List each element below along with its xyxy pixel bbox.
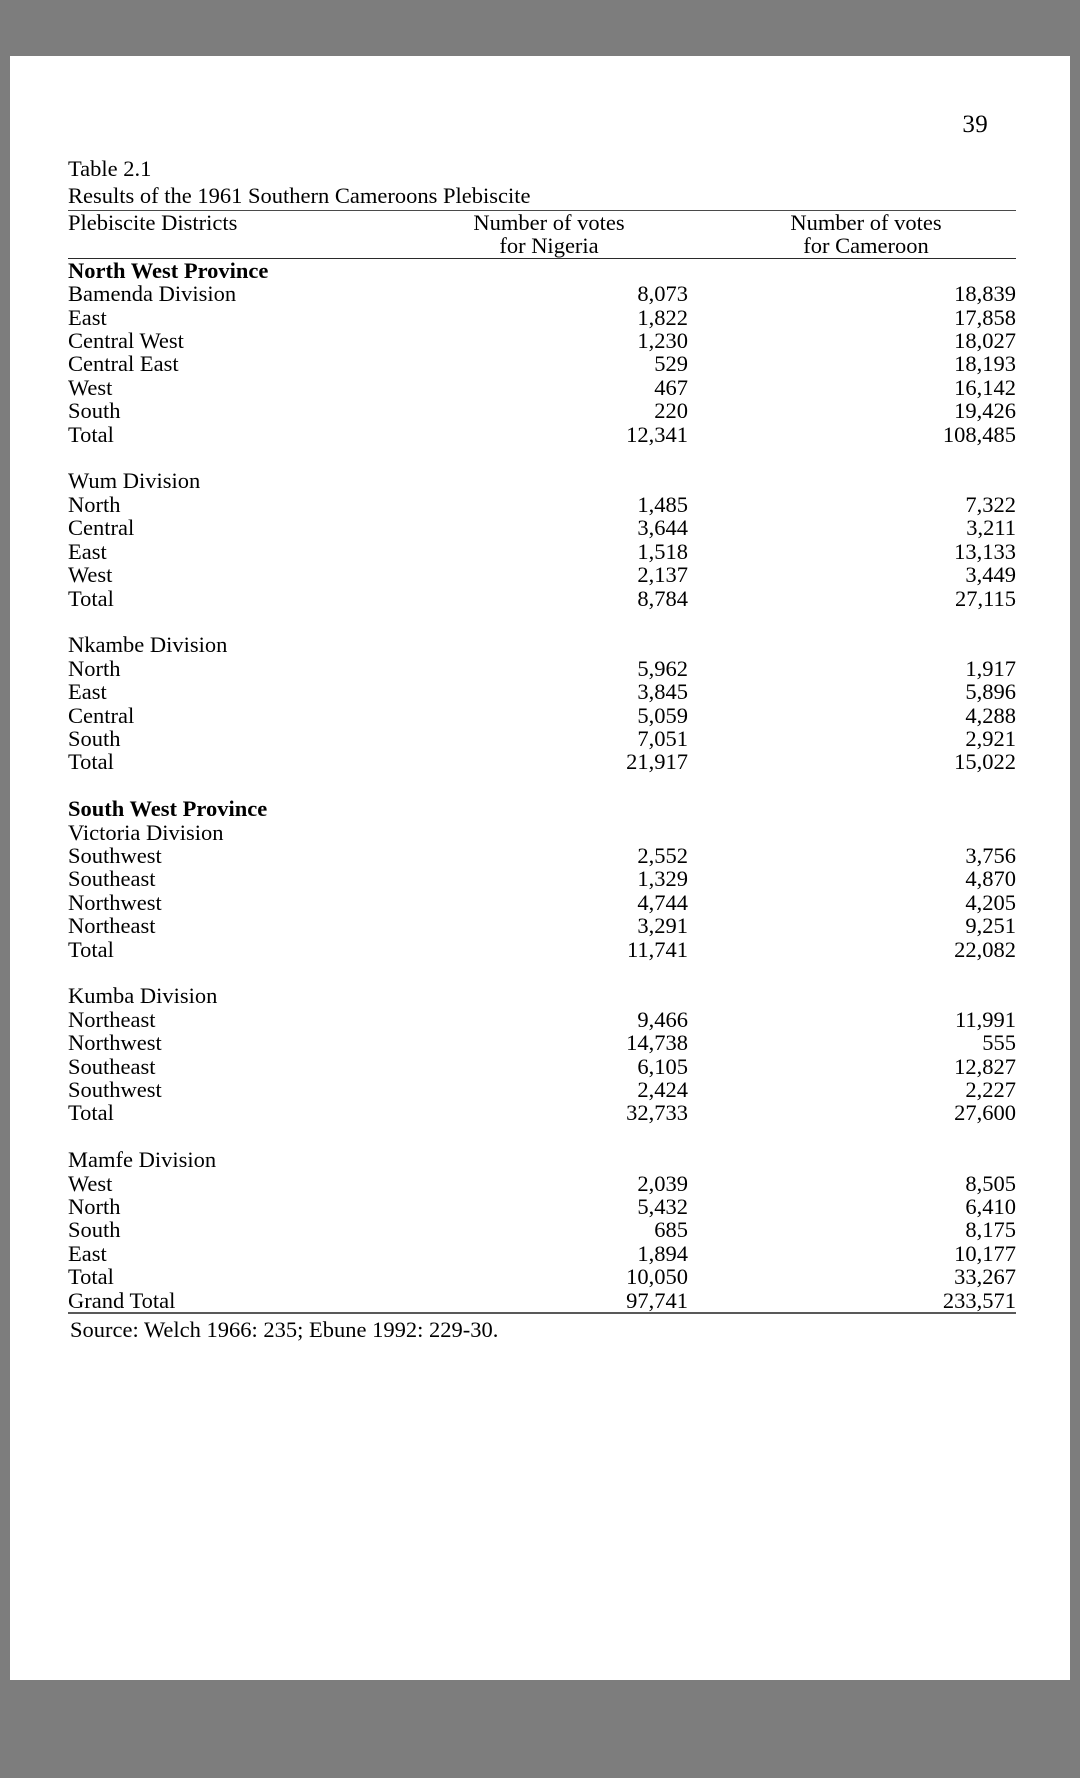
row-votes-nigeria: 11,741 [626,936,688,962]
row-votes-nigeria: 6,105 [637,1053,688,1079]
row-label: Mamfe Division [68,1147,217,1173]
table-row [68,1265,1016,1288]
row-votes-cameroon: 4,288 [965,702,1016,728]
table-spacer-row [68,961,1016,984]
row-label: Southwest [68,1077,162,1103]
row-votes-nigeria [398,797,688,820]
table-row [68,680,1016,703]
table-row [68,282,1016,305]
row-votes-cameroon: 12,827 [954,1053,1016,1079]
row-votes-nigeria: 2,424 [637,1077,688,1103]
row-votes-nigeria: 2,552 [637,842,688,868]
row-votes-nigeria: 529 [654,351,688,377]
row-votes-nigeria: 1,230 [637,328,688,354]
table-spacer-row [68,774,1016,797]
table-row [68,259,1016,282]
table-body [68,259,1016,1312]
row-votes-cameroon: 108,485 [942,421,1016,447]
row-votes-nigeria: 1,822 [637,304,688,330]
table-row [68,938,1016,961]
table-spacer-cell [68,961,1016,984]
table-block [68,156,1018,1343]
row-votes-cameroon: 3,449 [965,562,1016,588]
row-label: South [68,1217,121,1243]
row-label: East [68,679,107,705]
row-votes-cameroon: 13,133 [954,538,1016,564]
row-votes-nigeria: 220 [654,398,688,424]
row-votes-cameroon: 8,175 [965,1217,1016,1243]
row-label: South [68,725,121,751]
row-votes-nigeria: 685 [654,1217,688,1243]
row-label: North [68,655,121,681]
row-votes-cameroon: 3,756 [965,842,1016,868]
table-row [68,352,1016,375]
table-row [68,1195,1016,1218]
row-votes-cameroon [688,797,1016,820]
row-label: Northeast [68,913,156,939]
header-districts-line2 [68,234,398,257]
row-label: Central [68,702,135,728]
row-votes-nigeria: 5,962 [637,655,688,681]
row-votes-cameroon: 15,022 [954,749,1016,775]
row-votes-nigeria: 10,050 [626,1264,688,1290]
row-label: Central East [68,351,179,377]
row-label: Total [68,1264,114,1290]
table-row [68,844,1016,867]
row-label: Southwest [68,842,162,868]
row-votes-cameroon: 233,571 [942,1287,1016,1313]
row-votes-nigeria: 32,733 [626,1100,688,1126]
row-votes-nigeria [398,1148,688,1171]
row-votes-cameroon: 17,858 [954,304,1016,330]
row-votes-cameroon: 2,921 [965,725,1016,751]
row-label: North West Province [68,257,269,283]
row-votes-nigeria: 3,644 [637,515,688,541]
row-label: South West Province [68,796,268,822]
row-votes-nigeria: 3,291 [637,913,688,939]
table-source-note: Source: Welch 1966: 235; Ebune 1992: 229-30. [70,1317,499,1343]
row-votes-cameroon: 2,227 [965,1077,1016,1103]
row-label: Northwest [68,889,162,915]
row-votes-cameroon: 1,917 [965,655,1016,681]
header-cameroon-line2: for Cameroon [803,233,929,259]
table-row [68,1008,1016,1031]
table-row [68,493,1016,516]
row-label: Wum Division [68,468,201,494]
row-votes-nigeria [398,259,688,282]
table-caption-title: Results of the 1961 Southern Cameroons Plebiscite [68,183,531,208]
row-label: Victoria Division [68,819,224,845]
row-votes-nigeria: 2,137 [637,562,688,588]
row-votes-nigeria [398,821,688,844]
row-votes-cameroon: 22,082 [954,936,1016,962]
row-votes-cameroon: 27,600 [954,1100,1016,1126]
row-votes-cameroon: 555 [982,1030,1016,1056]
table-row [68,797,1016,820]
row-votes-cameroon: 27,115 [954,585,1016,611]
document-page [10,56,1070,1680]
row-label: Nkambe Division [68,632,228,658]
table-header-row-1 [68,211,1030,234]
table-row [68,587,1016,610]
row-votes-cameroon [688,259,1016,282]
table-row [68,1031,1016,1054]
table-header-row-2 [68,234,1030,257]
row-label: West [68,562,113,588]
row-label: Kumba Division [68,983,218,1009]
row-votes-nigeria [398,469,688,492]
row-label: Total [68,1100,114,1126]
row-votes-nigeria: 21,917 [626,749,688,775]
table-row [68,563,1016,586]
row-votes-cameroon: 9,251 [965,913,1016,939]
plebiscite-results-body [68,259,1016,1312]
table-caption-number: Table 2.1 [68,156,152,181]
row-votes-cameroon: 5,896 [965,679,1016,705]
table-row [68,633,1016,656]
row-votes-nigeria [398,984,688,1007]
table-row [68,306,1016,329]
row-votes-nigeria: 9,466 [637,1006,688,1032]
row-votes-nigeria [398,633,688,656]
table-row [68,1148,1016,1171]
table-row [68,891,1016,914]
table-row [68,1101,1016,1124]
row-votes-nigeria: 1,485 [637,491,688,517]
table-row [68,657,1016,680]
table-row [68,704,1016,727]
table-spacer-row [68,446,1016,469]
table-row [68,914,1016,937]
row-label: South [68,398,121,424]
header-nigeria-line2: for Nigeria [499,233,599,259]
table-row [68,1055,1016,1078]
row-votes-nigeria: 467 [654,374,688,400]
row-label: North [68,1194,121,1220]
row-label: West [68,1170,113,1196]
row-votes-cameroon: 4,205 [965,889,1016,915]
row-label: Southeast [68,866,156,892]
table-spacer-cell [68,610,1016,633]
row-votes-nigeria: 4,744 [637,889,688,915]
row-votes-nigeria: 7,051 [637,725,688,751]
table-row [68,821,1016,844]
table-row [68,399,1016,422]
table-row [68,540,1016,563]
row-votes-cameroon [688,1148,1016,1171]
page-number: 39 [962,111,988,138]
row-votes-cameroon: 7,322 [965,491,1016,517]
row-label: Total [68,585,114,611]
row-votes-nigeria: 12,341 [626,421,688,447]
row-label: Northwest [68,1030,162,1056]
table-row [68,329,1016,352]
row-label: Northeast [68,1006,156,1032]
header-nigeria-line1: Number of votes [473,210,625,235]
row-label: West [68,374,113,400]
table-row [68,1172,1016,1195]
row-votes-cameroon [688,984,1016,1007]
row-label: Total [68,421,114,447]
table-row [68,727,1016,750]
table-row [68,1078,1016,1101]
row-votes-nigeria: 1,518 [637,538,688,564]
row-votes-nigeria: 8,784 [637,585,688,611]
row-label: East [68,1240,107,1266]
plebiscite-results-table [68,211,1030,258]
row-votes-cameroon: 18,839 [954,281,1016,307]
table-row [68,1218,1016,1241]
table-row [68,750,1016,773]
row-votes-nigeria: 1,329 [637,866,688,892]
table-row [68,516,1016,539]
header-districts: Plebiscite Districts [68,210,238,235]
row-votes-nigeria: 5,432 [637,1194,688,1220]
table-row [68,469,1016,492]
table-row [68,376,1016,399]
table-spacer-cell [68,1125,1016,1148]
row-votes-cameroon: 11,991 [954,1006,1016,1032]
row-votes-nigeria: 3,845 [637,679,688,705]
row-label: Southeast [68,1053,156,1079]
row-votes-nigeria: 2,039 [637,1170,688,1196]
row-votes-cameroon [688,469,1016,492]
row-votes-cameroon: 4,870 [965,866,1016,892]
row-votes-nigeria: 14,738 [626,1030,688,1056]
row-votes-cameroon: 33,267 [954,1264,1016,1290]
row-votes-cameroon: 18,193 [954,351,1016,377]
table-spacer-row [68,610,1016,633]
row-label: Bamenda Division [68,281,237,307]
row-votes-cameroon: 19,426 [954,398,1016,424]
table-row [68,423,1016,446]
row-votes-nigeria: 97,741 [626,1287,688,1313]
row-votes-nigeria: 1,894 [637,1240,688,1266]
row-label: Central West [68,328,184,354]
row-label: Central [68,515,135,541]
table-row [68,984,1016,1007]
table-row [68,867,1016,890]
row-label: North [68,491,121,517]
table-header-group [68,211,1030,258]
header-cameroon-line1: Number of votes [790,210,942,235]
table-spacer-cell [68,446,1016,469]
table-row [68,1289,1016,1312]
table-spacer-cell [68,774,1016,797]
row-votes-cameroon: 8,505 [965,1170,1016,1196]
row-label: Total [68,936,114,962]
row-votes-cameroon: 16,142 [954,374,1016,400]
row-label: Total [68,749,114,775]
row-votes-cameroon: 18,027 [954,328,1016,354]
table-row [68,1242,1016,1265]
row-label: Grand Total [68,1287,176,1313]
row-label: East [68,304,107,330]
row-votes-nigeria: 5,059 [637,702,688,728]
row-votes-nigeria: 8,073 [637,281,688,307]
row-votes-cameroon: 6,410 [965,1194,1016,1220]
row-votes-cameroon: 10,177 [954,1240,1016,1266]
row-votes-cameroon [688,821,1016,844]
row-votes-cameroon: 3,211 [966,515,1016,541]
table-spacer-row [68,1125,1016,1148]
row-label: East [68,538,107,564]
row-votes-cameroon [688,633,1016,656]
